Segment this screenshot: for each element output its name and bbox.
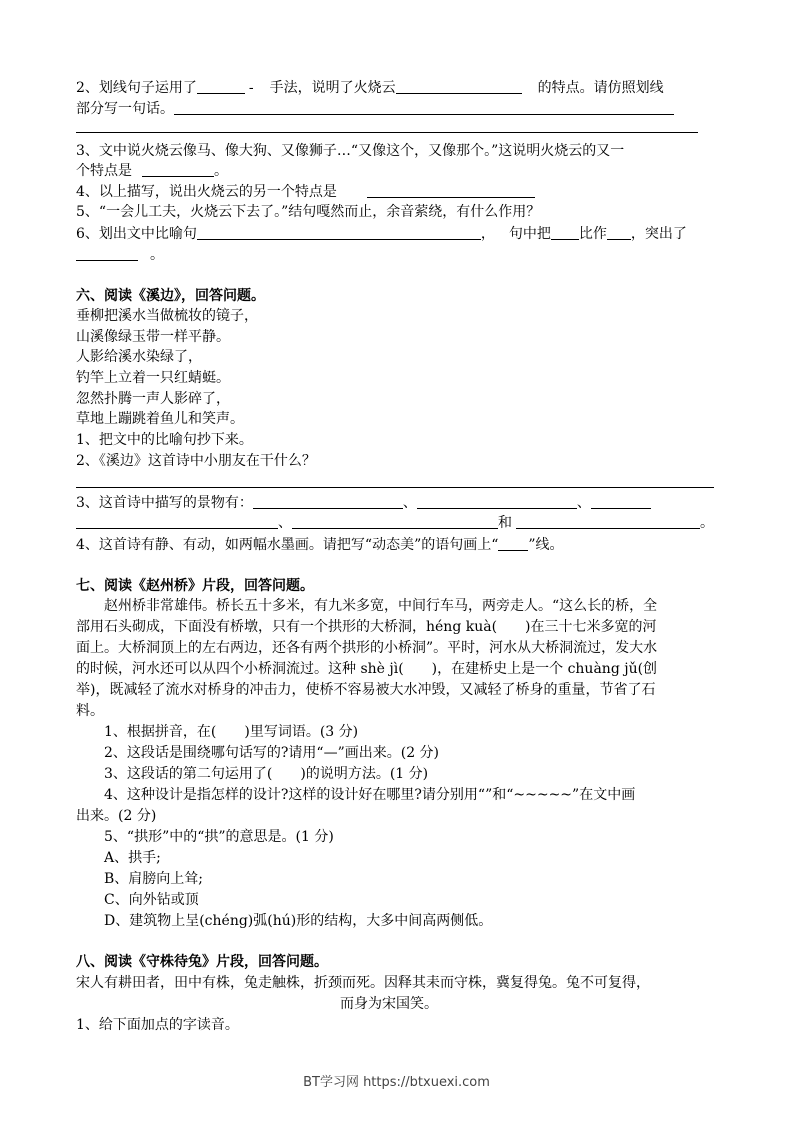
- answer-line[interactable]: [76, 132, 698, 133]
- poem-line: 草地上蹦跳着鱼儿和笑声。: [76, 411, 244, 427]
- answer-blank[interactable]: [142, 162, 214, 177]
- section-6-heading: 六、阅读《溪边》，回答问题。: [76, 288, 265, 304]
- answer-blank[interactable]: [76, 514, 278, 529]
- s6-question-3-line1: 3、这首诗中描写的景物有： 、 、: [76, 494, 651, 512]
- s6-question-2: 2、《溪边》这首诗中小朋友在干什么？: [76, 453, 316, 469]
- s5-question-6-end: 。: [76, 246, 164, 264]
- answer-blank[interactable]: [591, 494, 651, 509]
- classical-text-line: 而身为宋国笑。: [340, 996, 438, 1012]
- answer-blank[interactable]: [607, 225, 631, 240]
- poem-line: 垂柳把溪水当做梳妆的镜子，: [76, 308, 258, 324]
- passage-line: 部用石头砌成，下面没有桥墩，只有一个拱形的大桥洞，héng kuà( )在三十七米多宽的河: [76, 619, 657, 635]
- s7-question-4-line1: 4、这种设计是指怎样的设计?这样的设计好在哪里?请分别用“”和“~~~~~”在文中画: [104, 787, 636, 803]
- answer-blank[interactable]: [498, 536, 528, 551]
- watermark-footer: BT学习网 https://btxuexi.com: [303, 1075, 490, 1090]
- answer-blank[interactable]: [253, 494, 403, 509]
- classical-text-line: 宋人有耕田者，田中有株，兔走触株，折颈而死。因释其耒而守株，冀复得兔。兔不可复得，: [76, 975, 650, 991]
- s7-question-4-line2: 出来。(2 分): [76, 808, 157, 824]
- s7-question-1: 1、根据拼音，在( )里写词语。(3 分): [104, 724, 359, 740]
- answer-blank[interactable]: [417, 494, 577, 509]
- s5-question-2-line2: 部分写一句话。: [76, 100, 674, 118]
- answer-blank[interactable]: [197, 225, 481, 240]
- answer-blank[interactable]: [551, 225, 579, 240]
- option-d: D、建筑物上呈(chéng)弧(hú)形的结构，大多中间高两侧低。: [104, 913, 493, 929]
- answer-blank[interactable]: [367, 183, 535, 198]
- answer-blank[interactable]: [396, 79, 522, 94]
- section-8-heading: 八、阅读《守株待兔》片段，回答问题。: [76, 954, 328, 970]
- option-b: B、肩膀向上耸;: [104, 871, 204, 887]
- poem-line: 山溪像绿玉带一样平静。: [76, 329, 230, 345]
- poem-line: 人影给溪水染绿了，: [76, 349, 202, 365]
- passage-line: 赵州桥非常雄伟。桥长五十多米，有九米多宽，中间行车马，两旁走人。“这么长的桥，全: [104, 598, 658, 614]
- s5-question-2-line1: 2、划线句子运用了 - 手法，说明了火烧云 的特点。请仿照划线: [76, 80, 664, 96]
- answer-blank[interactable]: [197, 79, 245, 94]
- poem-line: 忽然扑腾一声人影碎了，: [76, 391, 230, 407]
- s8-question-1: 1、给下面加点的字读音。: [76, 1017, 239, 1033]
- passage-line: 料。: [76, 703, 104, 719]
- answer-blank[interactable]: [76, 246, 138, 261]
- answer-blank[interactable]: [292, 514, 498, 529]
- s7-question-2: 2、这段话是围绕哪句话写的?请用“—”画出来。(2 分): [104, 745, 440, 761]
- s6-question-3-line2: 、 和 。: [76, 514, 714, 532]
- s7-question-5: 5、“拱形”中的“拱”的意思是。(1 分): [104, 829, 334, 845]
- answer-blank[interactable]: [174, 100, 674, 115]
- answer-blank[interactable]: [516, 514, 700, 529]
- s5-question-3-line2: 个特点是 。: [76, 163, 228, 179]
- s6-question-1: 1、把文中的比喻句抄下来。: [76, 432, 253, 448]
- s5-question-6: 6、划出文中比喻句 ， 句中把 比作 ，突出了: [76, 226, 687, 242]
- section-7-heading: 七、阅读《赵州桥》片段，回答问题。: [76, 578, 314, 594]
- passage-line: 面上。大桥洞顶上的左右两边，还各有两个拱形的小桥洞”。平时，河水从大桥洞流过，发大水: [76, 640, 658, 656]
- option-c: C、向外钻或顶: [104, 892, 199, 908]
- poem-line: 钓竿上立着一只红蜻蜓。: [76, 370, 230, 386]
- s5-question-5: 5、“一会儿工夫，火烧云下去了。”结句嘎然而止，余音萦绕，有什么作用？: [76, 204, 541, 220]
- passage-line: 举)，既减轻了流水对桥身的冲击力，使桥不容易被大水冲毁，又减轻了桥身的重量，节省了石: [76, 682, 656, 698]
- s6-question-4: 4、这首诗有静、有动，如两幅水墨画。请把写“动态美”的语句画上“ ”线。: [76, 537, 564, 553]
- passage-line: 的时候，河水还可以从四个小桥洞流过。这种 shè jì( )，在建桥史上是一个 chuàng jǔ(创: [76, 661, 658, 677]
- answer-line[interactable]: [76, 487, 714, 488]
- s7-question-3: 3、这段话的第二句运用了( )的说明方法。(1 分): [104, 766, 429, 782]
- s5-question-3-line1: 3、文中说火烧云像马、像大狗、又像狮子…“又像这个，又像那个。”这说明火烧云的又一: [76, 143, 625, 159]
- s5-question-4: 4、以上描写，说出火烧云的另一个特点是: [76, 183, 535, 201]
- option-a: A、拱手;: [104, 850, 161, 866]
